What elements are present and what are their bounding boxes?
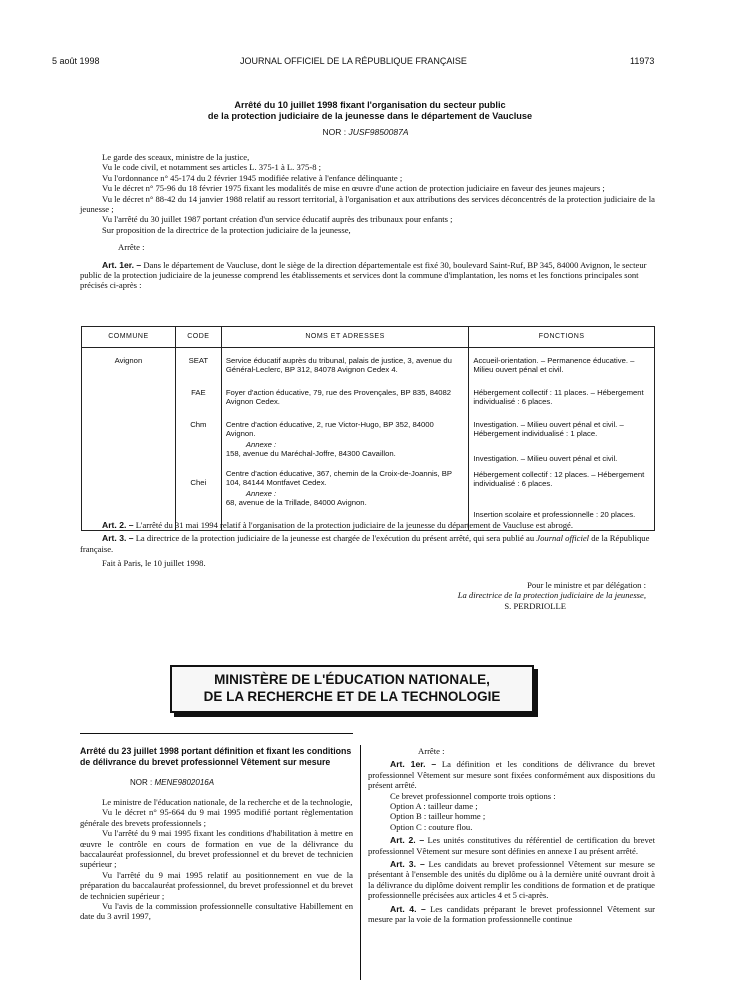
ministry-line2: DE LA RECHERCHE ET DE LA TECHNOLOGIE (203, 689, 501, 704)
preamble-para: Vu l'avis de la commission professionnelle consultative Habillement en date du 3 avril 1997, (80, 901, 353, 922)
decree1-preamble (80, 152, 655, 291)
name-fae: Foyer d'action éducative, 79, rue des Provençales, BP 835, 84082 Avignon Cedex. (225, 388, 452, 407)
name-chei: Centre d'action éducative, 367, chemin de la Croix-de-Joannis, BP 104, 84144 Montfavet Cedex. (225, 469, 452, 488)
name-trillade: 68, avenue de la Trillade, 84000 Avignon. (225, 498, 367, 508)
decree2-nor-label: NOR : (130, 778, 153, 787)
header-page: 11973 (630, 56, 655, 66)
article-3 (80, 533, 655, 554)
col-header-code: CODE (175, 327, 221, 348)
function-chei: Hébergement collectif : 12 places. – Hébergement individualisé : 6 places. (473, 470, 645, 489)
table-row (82, 348, 655, 531)
functions-cell (469, 348, 655, 531)
commune-cell (82, 348, 176, 531)
decree2-article-4-label: Art. 4. – (390, 903, 426, 914)
preamble-para: Vu le décret n° 95-664 du 9 mai 1995 modifié portant règlementation générale des brevets professionnels ; (80, 807, 353, 828)
decree2-article-2 (368, 835, 655, 856)
option-item: Option C : couture flou. (390, 821, 473, 832)
annex-label: Annexe : (245, 489, 277, 499)
preamble-para: Le ministre de l'éducation nationale, de la recherche et de la technologie, (102, 797, 353, 807)
function-fae: Hébergement collectif : 11 places. – Hébergement individualisé : 6 places. (473, 388, 644, 407)
commune-name: Avignon (114, 356, 143, 365)
preamble-para: Vu l'arrêté du 9 mai 1995 fixant les conditions d'habilitation à mettre en œuvre le contrôle en cours de formation en vue de la délivrance du baccalauréat professionnel, du brevet professionnel et du brevet de technicien supérieur ; (80, 828, 353, 870)
signature-line2: La directrice de la protection judiciaire de la jeunesse, (457, 590, 646, 601)
signature-line1: Pour le ministre et par délégation : (527, 580, 646, 590)
table-header-row (82, 327, 655, 348)
article-3-text-b: de la République française. (80, 533, 650, 554)
decree2-article-2-text: Les unités constitutives du référentiel de certification du brevet professionnel Vêtement sur mesure sont définies en annexe I au présent arrêté. (368, 835, 655, 856)
decree2-article-3 (368, 859, 655, 901)
signature-block (300, 580, 646, 611)
name-seat: Service éducatif auprès du tribunal, palais de justice, 3, avenue du Général-Leclerc, BP 312, 84078 Avignon Cedex 4. (225, 356, 452, 375)
decree1-nor-code: JUSF9850087A (348, 127, 409, 137)
decree1-title-line2: de la protection judiciaire de la jeunesse dans le département de Vaucluse (207, 111, 533, 121)
article-2 (80, 520, 655, 530)
decree1-title-line1: Arrêté du 10 juillet 1998 fixant l'organisation du secteur public (234, 100, 506, 110)
article-1 (80, 260, 655, 291)
function-trillade: Insertion scolaire et professionnelle : 20 places. (473, 510, 636, 519)
decree1-nor (0, 127, 731, 137)
article-1-text: Dans le département de Vaucluse, dont le siège de la direction départementale est fixé 30, boulevard Saint-Ruf, BP 345, 84000 Avignon, le secteur public de la protection judiciaire de la jeunesse comprend les établissements et services dont la commune d'implantation, les noms et les fonctions principales sont précisés ci-après : (80, 259, 647, 291)
decree2-article-3-label: Art. 3. – (390, 859, 425, 870)
col-header-commune: COMMUNE (82, 327, 176, 348)
decree2-article-4 (368, 904, 655, 925)
code-chm: Chm (190, 420, 207, 429)
function-chm: Investigation. – Milieu ouvert pénal et civil. – Hébergement individualisé : 1 place. (473, 420, 624, 439)
name-cavaillon: 158, avenue du Maréchal-Joffre, 84300 Cavaillon. (225, 449, 396, 459)
decree2-right-column (368, 746, 655, 925)
preamble-para: Vu l'arrêté du 9 mai 1995 relatif au positionnement en vue de la préparation du baccalauréat professionnel, du brevet professionnel et du brevet de technicien supérieur ; (80, 869, 353, 901)
decree2-article-2-label: Art. 2. – (390, 835, 425, 846)
decree1-articles (80, 520, 655, 569)
article-3-label: Art. 3. – (102, 533, 134, 544)
preamble-line: Vu le décret n° 88-42 du 14 janvier 1988 relatif au ressort territorial, à l'organisation et aux attributions des services déconcentrés de la protection judiciaire de la jeunesse ; (80, 193, 655, 215)
code-seat: SEAT (188, 356, 209, 365)
preamble-line: Sur proposition de la directrice de la protection judiciaire de la jeunesse, (102, 224, 351, 235)
decree2-title: Arrêté du 23 juillet 1998 portant définition et fixant les conditions de délivrance du brevet professionnel Vêtement sur mesure (80, 746, 352, 767)
options-intro: Ce brevet professionnel comporte trois options : (390, 790, 556, 801)
decree2-article-1-text: La définition et les conditions de délivrance du brevet professionnel Vêtement sur mesure sont fixées conformément aux dispositions du présent arrêté. (368, 759, 655, 791)
signature-name: S. PERDRIOLLE (504, 600, 566, 611)
option-item: Option B : tailleur homme ; (390, 811, 486, 822)
decree1-nor-label: NOR : (322, 127, 347, 137)
annex-label: Annexe : (245, 440, 277, 449)
code-cell (175, 348, 221, 531)
option-item: Option A : tailleur dame ; (390, 801, 478, 812)
article-2-text: L'arrêté du 31 mai 1994 relatif à l'organisation de la protection judiciaire de la jeunesse du département de Vaucluse est abrogé. (135, 520, 574, 530)
preamble-line: Vu le décret n° 75-96 du 18 février 1975 fixant les modalités de mise en œuvre d'une action de protection judiciaire en faveur des jeunes majeurs ; (102, 183, 605, 194)
column-divider (360, 745, 361, 980)
code-fae: FAE (191, 388, 206, 397)
decree2-article-1 (368, 759, 655, 790)
function-cavaillon: Investigation. – Milieu ouvert pénal et civil. (473, 454, 618, 463)
header-date: 5 août 1998 (52, 56, 100, 66)
divider (80, 733, 353, 734)
article-2-label: Art. 2. – (102, 520, 134, 530)
arrete-label: Arrête : (118, 242, 145, 253)
preamble-line: Vu le code civil, et notamment ses articles L. 375-1 à L. 375-8 ; (102, 162, 322, 173)
preamble-line: Vu l'arrêté du 30 juillet 1987 portant création d'un service éducatif auprès des tribunaux pour enfants ; (102, 214, 453, 225)
article-1-label: Art. 1er. – (102, 259, 142, 270)
col-header-names: NOMS ET ADRESSES (221, 327, 469, 348)
preamble-line: Vu l'ordonnance n° 45-174 du 2 février 1945 modifiée relative à l'enfance délinquante ; (102, 172, 403, 183)
ministry-banner (170, 665, 534, 713)
decree2-left-column (80, 746, 353, 922)
decree2-article-3-text: Les candidats au brevet professionnel Vêtement sur mesure se présentant à l'ensemble des unités du diplôme ou à la dernière unité ouvrant droit à la délivrance du diplôme doivent remplir les conditions de formation et de pratique professionnelle précisées aux articles 4 et 5 ci-après. (368, 859, 655, 901)
preamble-line: Le garde des sceaux, ministre de la justice, (102, 152, 250, 162)
col-header-functions: FONCTIONS (469, 327, 655, 348)
article-3-italic: Journal officiel (536, 533, 590, 544)
decree1-title (160, 100, 580, 122)
names-cell (221, 348, 469, 531)
name-chm: Centre d'action éducative, 2, rue Victor-Hugo, BP 352, 84000 Avignon. (225, 420, 434, 439)
article-3-text-a: La directrice de la protection judiciaire de la jeunesse est chargée de l'exécution du présent arrêté, qui sera publié au (135, 533, 535, 544)
establishments-table (81, 326, 655, 531)
header-journal: JOURNAL OFFICIEL DE LA RÉPUBLIQUE FRANÇAISE (240, 56, 467, 66)
ministry-line1: MINISTÈRE DE L'ÉDUCATION NATIONALE, (214, 672, 490, 687)
decree2-article-4-text: Les candidats préparant le brevet professionnel Vêtement sur mesure par la voie de la formation professionnelle continue (368, 903, 655, 925)
done-at: Fait à Paris, le 10 juillet 1998. (102, 558, 206, 569)
function-seat: Accueil-orientation. – Permanence éducative. – Milieu ouvert pénal et civil. (473, 356, 635, 375)
decree2-nor (130, 778, 353, 787)
decree2-preamble (80, 797, 353, 922)
decree2-article-1-label: Art. 1er. – (390, 759, 437, 770)
code-chei: Chei (190, 478, 207, 487)
decree2-arrete: Arrête : (418, 746, 445, 756)
decree2-nor-code: MENE9802016A (154, 778, 215, 787)
